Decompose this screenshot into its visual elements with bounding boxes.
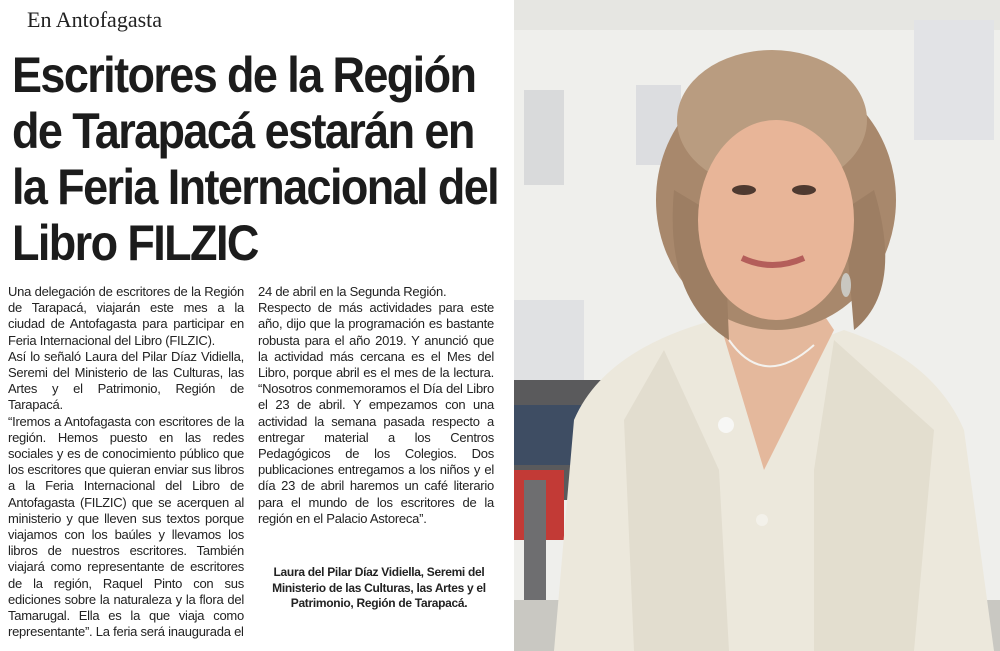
paragraph: Una delegación de escritores de la Región de Tarapacá, viajarán este mes a la ciudad de Antofagasta para participar en Feria Internacional del Libro (FILZIC). bbox=[8, 284, 244, 348]
portrait-photo bbox=[514, 0, 1000, 651]
paragraph: 24 de abril en la Segunda Región. bbox=[258, 284, 447, 299]
paragraph: Respecto de más actividades para este año, dijo que la programación es bastante robusta para el año 2019. Y anunció que la actividad más cercana es el Mes del Libro, porque abril es el mes de la lectura. “Nosotros conmemoramos el Día del Libro el 23 de abril. Y empezamos con una actividad la semana pasada respecto a entregar material a los Centros Pedagógicos de los Colegios. Dos publicaciones entregamos a los niños y el día 23 de abril haremos un café literario para el mundo de los escritores de la región en el Palacio Astoreca”. bbox=[258, 300, 494, 526]
headline: Escritores de la Región de Tarapacá estarán en la Feria Internacional del Libro FILZIC bbox=[12, 45, 499, 271]
article-column-2 bbox=[258, 284, 494, 527]
section-label: En Antofagasta bbox=[27, 7, 163, 32]
article-column-1 bbox=[8, 284, 244, 640]
paragraph: Así lo señaló Laura del Pilar Díaz Vidiella, Seremi del Ministerio de las Culturas, las Artes y el Patrimonio, Región de Tarapacá. bbox=[8, 348, 244, 413]
photo-caption: Laura del Pilar Díaz Vidiella, Seremi del Ministerio de las Culturas, las Artes y el Patrimonio, Región de Tarapacá. bbox=[272, 565, 486, 610]
paragraph: “Iremos a Antofagasta con escritores de la región. Hemos puesto en las redes sociales y es de conocimiento público que los escritores que quieran enviar sus libros a la Feria Internacional del Libro de Antofagasta (FILZIC) que se acerquen al ministerio y que lleven sus textos porque viajamos con los baúles y llevamos los libros de nuestros escritores. También viajará como representante de escritores de la región, Raquel Pinto con sus ediciones sobre la naturaleza y la flora del Tamarugal. Ella es la que viaja como representante”. La feria será inaugurada el bbox=[8, 413, 244, 640]
